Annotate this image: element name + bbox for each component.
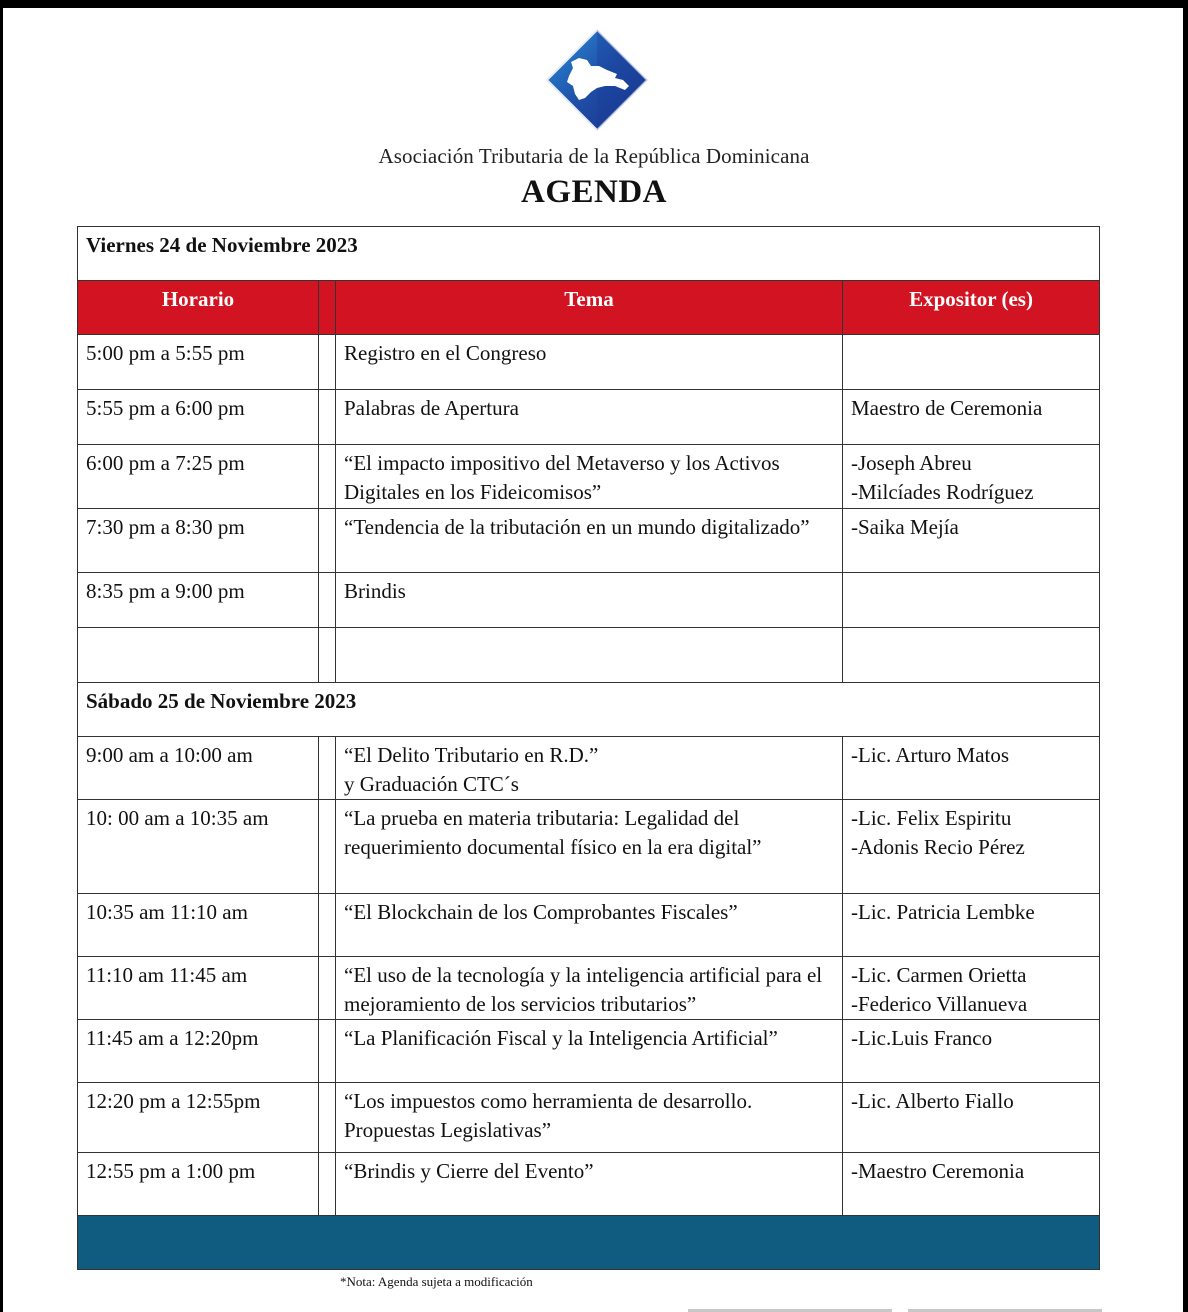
col-header-expositor: Expositor (es) bbox=[843, 281, 1100, 335]
session-speakers: -Lic. Patricia Lembke bbox=[843, 894, 1100, 957]
organization-name: Asociación Tributaria de la República Dominicana bbox=[378, 144, 810, 168]
session-row bbox=[78, 335, 1100, 390]
session-topic: “El Blockchain de los Comprobantes Fiscales” bbox=[336, 894, 843, 957]
session-row bbox=[78, 737, 1100, 800]
session-row bbox=[78, 1153, 1100, 1216]
session-speakers bbox=[843, 573, 1100, 628]
session-speakers: -Maestro Ceremonia bbox=[843, 1153, 1100, 1216]
spacer-cell bbox=[319, 628, 336, 683]
session-time: 5:00 pm a 5:55 pm bbox=[78, 335, 319, 390]
session-topic: “Tendencia de la tributación en un mundo digitalizado” bbox=[336, 509, 843, 573]
spacer-cell bbox=[319, 1083, 336, 1153]
page-title: AGENDA bbox=[520, 174, 667, 210]
session-row bbox=[78, 894, 1100, 957]
day-header-row bbox=[78, 227, 1100, 281]
spacer-cell bbox=[319, 894, 336, 957]
session-time: 10:35 am 11:10 am bbox=[78, 894, 319, 957]
session-speakers: -Saika Mejía bbox=[843, 509, 1100, 573]
col-header-tema: Tema bbox=[336, 281, 843, 335]
session-time: 11:45 am a 12:20pm bbox=[78, 1020, 319, 1083]
session-time: 6:00 pm a 7:25 pm bbox=[78, 445, 319, 509]
session-time: 5:55 pm a 6:00 pm bbox=[78, 390, 319, 445]
session-row bbox=[78, 445, 1100, 509]
session-topic: “El uso de la tecnología y la inteligencia artificial para el mejoramiento de los servicios tributarios” bbox=[336, 957, 843, 1020]
session-speakers: -Lic.Luis Franco bbox=[843, 1020, 1100, 1083]
session-time bbox=[78, 628, 319, 683]
session-speakers: Maestro de Ceremonia bbox=[843, 390, 1100, 445]
spacer-cell bbox=[319, 957, 336, 1020]
session-topic: “Brindis y Cierre del Evento” bbox=[336, 1153, 843, 1216]
spacer-cell bbox=[319, 509, 336, 573]
session-time: 7:30 pm a 8:30 pm bbox=[78, 509, 319, 573]
session-topic: “La prueba en materia tributaria: Legalidad del requerimiento documental físico en la era digital” bbox=[336, 800, 843, 894]
session-speakers bbox=[843, 628, 1100, 683]
session-row bbox=[78, 573, 1100, 628]
session-topic: “Los impuestos como herramienta de desarrollo. Propuestas Legislativas” bbox=[336, 1083, 843, 1153]
session-topic: Palabras de Apertura bbox=[336, 390, 843, 445]
session-time: 11:10 am 11:45 am bbox=[78, 957, 319, 1020]
session-speakers: -Joseph Abreu -Milcíades Rodríguez bbox=[843, 445, 1100, 509]
column-header-row bbox=[78, 281, 1100, 335]
dominican-republic-map-logo-icon bbox=[545, 28, 649, 132]
spacer-cell bbox=[319, 737, 336, 800]
day-header-row bbox=[78, 683, 1100, 737]
spacer-cell bbox=[319, 1020, 336, 1083]
col-header-spacer bbox=[319, 281, 336, 335]
spacer-cell bbox=[319, 335, 336, 390]
session-time: 9:00 am a 10:00 am bbox=[78, 737, 319, 800]
session-topic: Registro en el Congreso bbox=[336, 335, 843, 390]
agenda-note: *Nota: Agenda sujeta a modificación bbox=[340, 1274, 533, 1289]
col-header-horario: Horario bbox=[78, 281, 319, 335]
session-topic: “El Delito Tributario en R.D.” y Graduación CTC´s bbox=[336, 737, 843, 800]
spacer-cell bbox=[319, 445, 336, 509]
session-time: 8:35 pm a 9:00 pm bbox=[78, 573, 319, 628]
day-label: Sábado 25 de Noviembre 2023 bbox=[78, 683, 1100, 737]
spacer-cell bbox=[319, 390, 336, 445]
session-row bbox=[78, 800, 1100, 894]
footer-band bbox=[78, 1216, 1100, 1270]
session-topic: Brindis bbox=[336, 573, 843, 628]
session-time: 12:55 pm a 1:00 pm bbox=[78, 1153, 319, 1216]
session-row bbox=[78, 390, 1100, 445]
session-speakers: -Lic. Alberto Fiallo bbox=[843, 1083, 1100, 1153]
agenda-table bbox=[77, 226, 1100, 1270]
session-speakers: -Lic. Felix Espiritu -Adonis Recio Pérez bbox=[843, 800, 1100, 894]
session-row bbox=[78, 1083, 1100, 1153]
session-row bbox=[78, 628, 1100, 683]
session-topic: “El impacto impositivo del Metaverso y los Activos Digitales en los Fideicomisos” bbox=[336, 445, 843, 509]
session-row bbox=[78, 509, 1100, 573]
session-topic bbox=[336, 628, 843, 683]
footer-band-cell bbox=[78, 1216, 1100, 1270]
session-row bbox=[78, 957, 1100, 1020]
session-time: 10: 00 am a 10:35 am bbox=[78, 800, 319, 894]
session-speakers: -Lic. Arturo Matos bbox=[843, 737, 1100, 800]
session-time: 12:20 pm a 12:55pm bbox=[78, 1083, 319, 1153]
session-speakers bbox=[843, 335, 1100, 390]
spacer-cell bbox=[319, 800, 336, 894]
session-speakers: -Lic. Carmen Orietta -Federico Villanueva bbox=[843, 957, 1100, 1020]
session-row bbox=[78, 1020, 1100, 1083]
session-topic: “La Planificación Fiscal y la Inteligencia Artificial” bbox=[336, 1020, 843, 1083]
spacer-cell bbox=[319, 573, 336, 628]
spacer-cell bbox=[319, 1153, 336, 1216]
day-label: Viernes 24 de Noviembre 2023 bbox=[78, 227, 1100, 281]
